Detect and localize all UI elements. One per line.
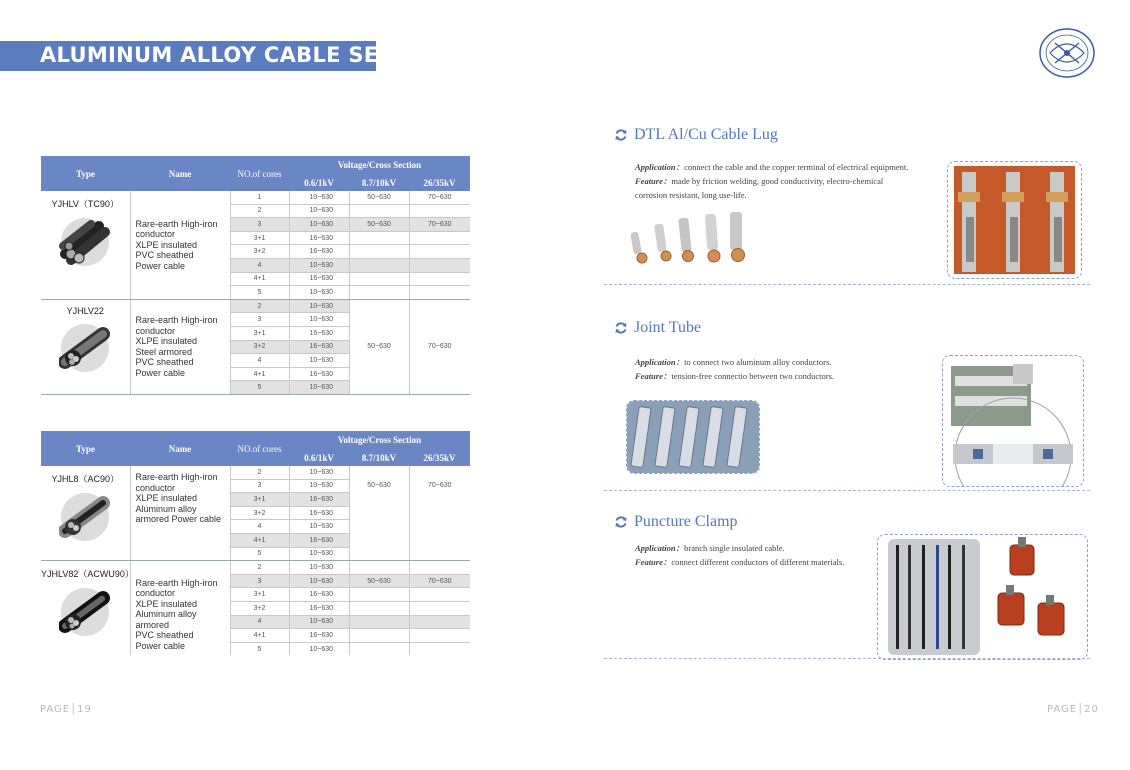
cores-cell: 2 [230,299,289,313]
section-divider [604,658,1090,659]
section-title-joint-tube: Joint Tube [634,319,702,336]
header-v1: 0.6/1kV [289,174,349,191]
page-number-right: PAGE│20 [1047,704,1099,715]
feature-label: Feature： [635,371,672,381]
cable-photo-icon [59,216,111,268]
v3-merged-cell: 70~630 [409,299,470,394]
v2-cell [349,615,409,629]
company-logo-icon [1038,27,1096,79]
type-cell [41,466,130,561]
puncture-clamp-photo [877,534,1088,660]
v2-cell [349,286,409,300]
v2-cell [349,258,409,272]
header-type: Type [41,156,130,191]
header-cores: NO.of cores [230,156,289,191]
v3-cell [409,629,470,643]
cable-lug-installation-photo [947,161,1082,279]
v2-merged-cell [349,466,409,561]
v2-cell [349,272,409,286]
application-text: to connect two aluminum alloy conductors. [684,357,832,367]
type-cell [41,561,134,656]
cable-type: YJHLV82（ACWU90） [41,569,134,580]
name-line: conductor [135,482,176,493]
v1-cell: 10~630 [289,561,349,575]
v2-cell: 50~630 [349,218,409,232]
name-line: XLPE insulated [135,239,198,250]
v1-cell: 16~630 [289,588,349,602]
page-number-left: PAGE│19 [40,704,92,715]
v1-cell: 10~630 [289,191,349,204]
section-desc-joint-tube [635,355,935,383]
application-label: Application： [635,162,685,172]
v2-merged-cell: 50~630 [349,299,409,394]
name-line: Aluminum alloy [135,609,197,620]
cores-cell: 3+2 [230,601,289,615]
v1-cell: 16~630 [289,533,349,547]
v1-cell: 16~630 [289,367,349,381]
v2-value-cell: 50~630 [349,574,409,588]
v1-cell: 10~630 [289,520,349,534]
name-line: Power cable [135,640,186,651]
feature-text: connect different conductors of different materials. [671,557,845,567]
v1-cell: 10~630 [289,299,349,313]
v1-cell: 10~630 [289,381,349,395]
cores-cell: 3 [230,313,289,327]
v1-cell: 10~630 [289,466,349,479]
cable-name [130,561,230,656]
name-line: conductor [135,325,176,336]
v1-cell: 10~630 [289,204,349,218]
v1-cell: 10~630 [289,286,349,300]
cable-name [130,466,230,561]
cable-lug-photo [628,210,758,270]
v3-cell: 70~630 [409,191,470,204]
name-line: XLPE insulated [135,493,198,503]
cable-type: YJHLV22 [66,305,104,316]
name-line: Power cable [135,367,186,378]
header-v3: 26/35kV [409,449,470,466]
cores-cell: 5 [230,547,289,561]
name-line: Aluminum alloy [135,503,197,514]
v1-cell: 10~630 [289,615,349,629]
v1-cell: 10~630 [309,645,334,653]
cores-cell: 3+2 [230,506,289,520]
v1-cell: 16~630 [289,326,349,340]
header-cores: NO.of cores [230,431,289,466]
v1-cell: 16~630 [289,231,349,245]
v2-cell [349,231,409,245]
v3-cell [409,615,470,629]
v3-cell [409,561,470,575]
type-cell [41,299,130,394]
header-name: Name [130,431,230,466]
page-title: ALUMINUM ALLOY CABLE SELECTION [40,43,482,67]
v1-cell: 10~630 [289,258,349,272]
cores-cell: 3+1 [230,588,289,602]
application-label: Application： [635,543,685,553]
cable-name [130,299,230,394]
section-title-cable-lug: DTL Al/Cu Cable Lug [634,126,778,143]
name-line: conductor [135,229,176,240]
v2-cell [349,204,409,218]
v1-cell: 16~630 [289,601,349,615]
v1-cell: 10~630 [289,218,349,232]
type-cell [41,191,130,299]
v3-cell [409,231,470,245]
cores-cell: 2 [230,466,289,479]
v1-cell: 10~630 [289,354,349,368]
v1-cell: 10~630 [289,313,349,327]
refresh-icon [614,321,628,335]
v3-cell [409,258,470,272]
cable-photo-icon [59,491,111,543]
v1-cell: 10~630 [289,547,349,561]
name-line: armored [135,619,170,630]
name-line: PVC sheathed [135,630,194,641]
joint-tube-photo [626,400,760,474]
v1-cell: 16~630 [289,272,349,286]
section-desc-cable-lug [635,160,945,202]
cores-cell: 3+2 [230,340,289,354]
feature-text: made by friction welding, good conductivity, electro-chemical [671,176,884,186]
cores-cell: 4 [230,354,289,368]
section-divider [604,490,1090,491]
name-line: PVC sheathed [135,357,194,368]
section-desc-puncture-clamp [635,541,875,569]
name-line: Rare-earth High-iron [135,315,218,326]
refresh-icon [614,515,628,529]
v3-cell [409,601,470,615]
puncture-clamp-image [878,535,1087,659]
feature-text-cont: corrosion resistant, long use-life. [635,190,747,200]
section-divider [604,284,1090,285]
cores-cell: 5 [230,286,289,300]
cores-cell: 3 [230,574,289,588]
cores-cell: 3+2 [230,245,289,259]
feature-text: tension-free connectio between two conductors. [671,371,834,381]
v1-cell: 10~630 [289,479,349,493]
cores-cell: 4 [230,520,289,534]
name-line: Rare-earth High-iron [135,577,218,588]
v1-cell: 16~630 [289,506,349,520]
cable-photo-icon [59,322,111,374]
cores-cell: 5 [230,642,289,655]
v1-cell: 16~630 [289,340,349,354]
name-line: PVC sheathed [135,250,194,261]
name-line: armored Power cable [135,514,222,524]
feature-label: Feature： [635,557,672,567]
v2-value: 50~630 [367,482,391,489]
name-line: Rare-earth High-iron [135,472,218,482]
v3-value: 70~630 [427,482,452,489]
cores-cell: 3 [230,479,289,493]
cable-type: YJHL8（AC90） [51,474,120,484]
cores-cell: 2 [230,204,289,218]
feature-label: Feature： [635,176,672,186]
v1-cell: 16~630 [289,245,349,259]
application-label: Application： [635,357,685,367]
header-v2: 8.7/10kV [349,174,409,191]
v3-cell: 70~630 [409,218,470,232]
cable-selection-table-2 [41,431,470,655]
application-text: connect the cable and the copper terminal of electrical equipment. [684,162,909,172]
cores-cell: 2 [230,561,289,575]
v3-cell [409,272,470,286]
v3-merged-cell [409,466,470,561]
v2-cell: 50~630 [349,191,409,204]
cores-cell: 4+1 [230,533,289,547]
cores-cell: 5 [230,381,289,395]
v1-cell: 10~630 [289,574,349,588]
cable-name [130,191,230,299]
header-v2: 8.7/10kV [349,449,409,466]
header-voltage: Voltage/Cross Section [289,431,470,449]
joint-tube-installation-image [943,356,1083,486]
cable-selection-table-1 [41,156,470,395]
name-line: Rare-earth High-iron [135,218,218,229]
cores-cell: 3+1 [230,326,289,340]
name-line: Steel armored [135,346,193,357]
v1-cell: 16~630 [289,629,349,643]
v2-cell [349,629,409,643]
header-voltage: Voltage/Cross Section [289,156,470,174]
cable-lug-installation-image [948,162,1081,278]
name-line: conductor [135,588,176,599]
cable-photo-icon [59,586,111,638]
v3-value-cell: 70~630 [409,574,470,588]
header-name: Name [130,156,230,191]
name-line: Power cable [135,260,186,271]
v3-cell [409,245,470,259]
v3-cell [409,588,470,602]
v1-cell: 16~630 [289,493,349,507]
v2-cell [349,245,409,259]
v2-cell [349,561,409,575]
header-v1: 0.6/1kV [289,449,349,466]
name-line: XLPE insulated [135,598,198,609]
v2-cell [349,601,409,615]
cores-cell: 4+1 [230,367,289,381]
refresh-icon [614,128,628,142]
v3-cell [409,642,470,655]
cores-cell: 4 [230,258,289,272]
cores-cell: 4+1 [230,272,289,286]
v3-cell [409,286,470,300]
joint-tube-image [627,401,759,473]
cores-cell: 4 [230,615,289,629]
title-banner [0,41,482,71]
joint-tube-installation-photo [942,355,1084,487]
cable-type: YJHLV（TC90） [51,199,119,209]
section-title-puncture-clamp: Puncture Clamp [634,513,738,530]
cores-cell: 4+1 [230,629,289,643]
cores-cell: 3 [230,218,289,232]
header-type: Type [41,431,130,466]
cores-cell: 3+1 [230,493,289,507]
v2-cell [349,588,409,602]
name-line: XLPE insulated [135,336,198,347]
header-v3: 26/35kV [409,174,470,191]
v3-cell [409,204,470,218]
cores-cell: 3+1 [230,231,289,245]
cores-cell: 1 [230,191,289,204]
v2-cell [349,642,409,655]
application-text: branch single insulated cable. [684,543,785,553]
